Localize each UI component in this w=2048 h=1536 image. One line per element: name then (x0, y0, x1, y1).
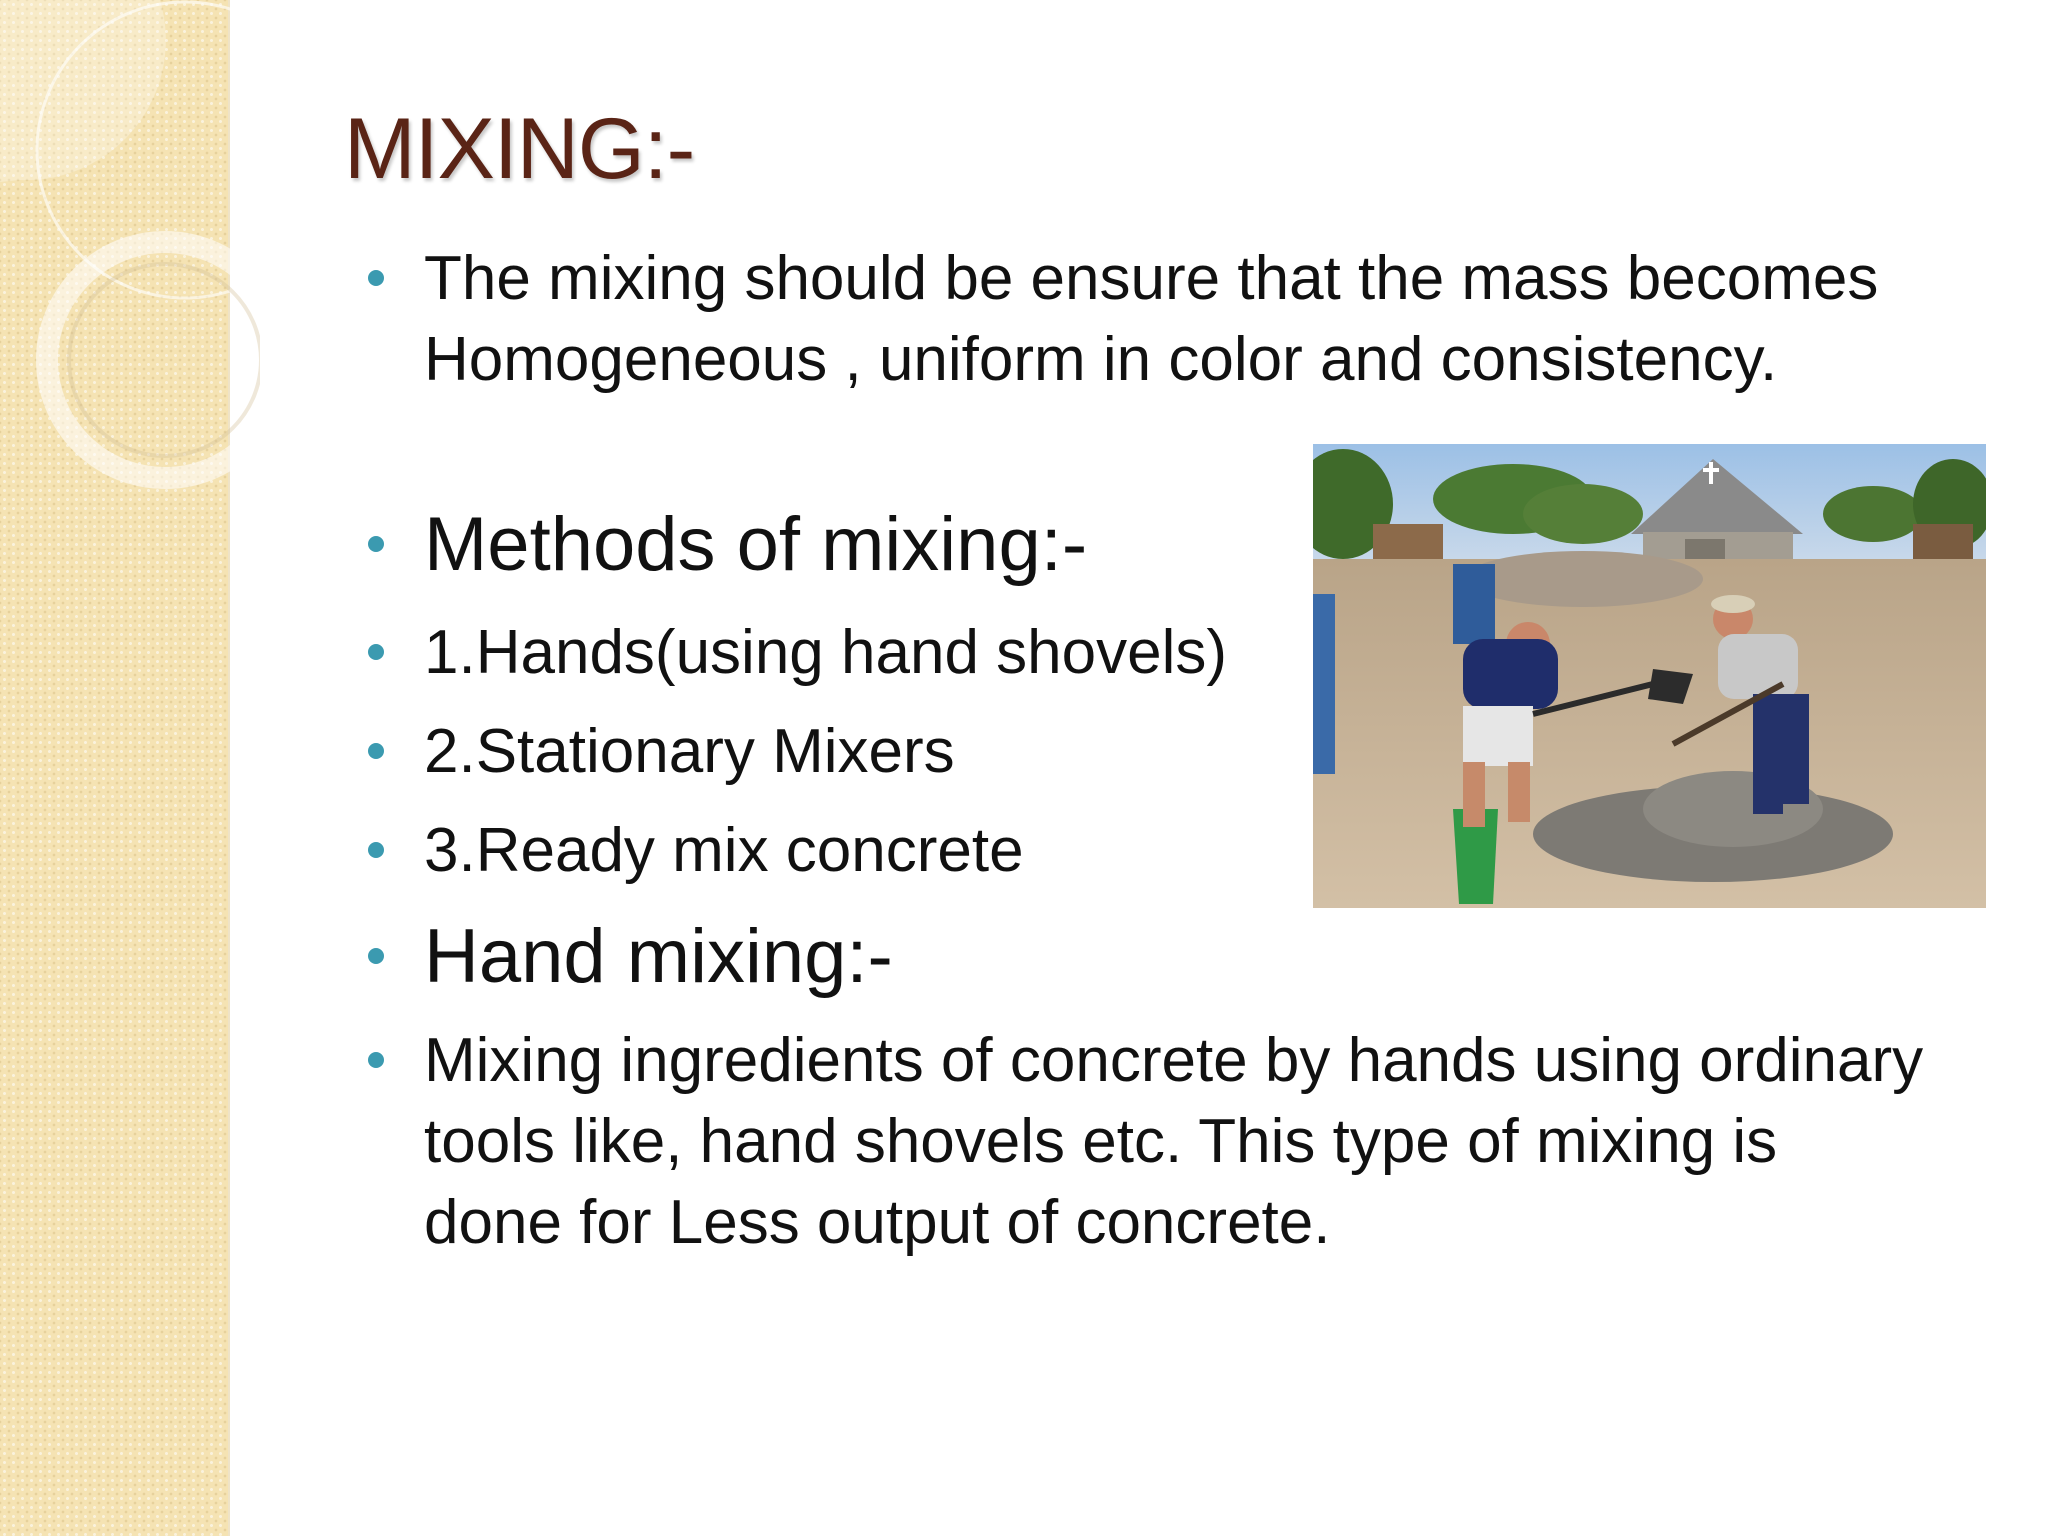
bullet-dot (368, 842, 384, 858)
bullet-text: 3.Ready mix concrete (424, 816, 1024, 885)
bullet-dot (368, 270, 384, 286)
bullet-item (424, 1020, 1924, 1263)
bullet-text: Mixing ingredients of concrete by hands using ordinary tools like, hand shovels etc. This type of mixing is done for Less output of concrete. (424, 1026, 1924, 1257)
bullet-text: Methods of mixing:- (424, 502, 1088, 587)
bullet-dot (368, 743, 384, 759)
bullet-text: The mixing should be ensure that the mass becomes Homogeneous , uniform in color and consistency. (424, 244, 1879, 394)
bullet-item (424, 500, 1087, 590)
bullet-item (424, 238, 1924, 400)
bullet-dot (368, 1052, 384, 1068)
bullet-dot (368, 536, 384, 552)
bullet-item (424, 912, 893, 1002)
bullet-item (424, 612, 1227, 693)
concrete-mixing-photo (1313, 444, 1986, 908)
slide-title: MIXING:- (344, 101, 695, 197)
bullet-item (424, 810, 1024, 891)
bullet-dot (368, 644, 384, 660)
bullet-text: 2.Stationary Mixers (424, 717, 955, 786)
bullet-text: Hand mixing:- (424, 914, 893, 999)
bullet-dot (368, 948, 384, 964)
bullet-item (424, 711, 955, 792)
bullet-text: 1.Hands(using hand shovels) (424, 618, 1228, 687)
